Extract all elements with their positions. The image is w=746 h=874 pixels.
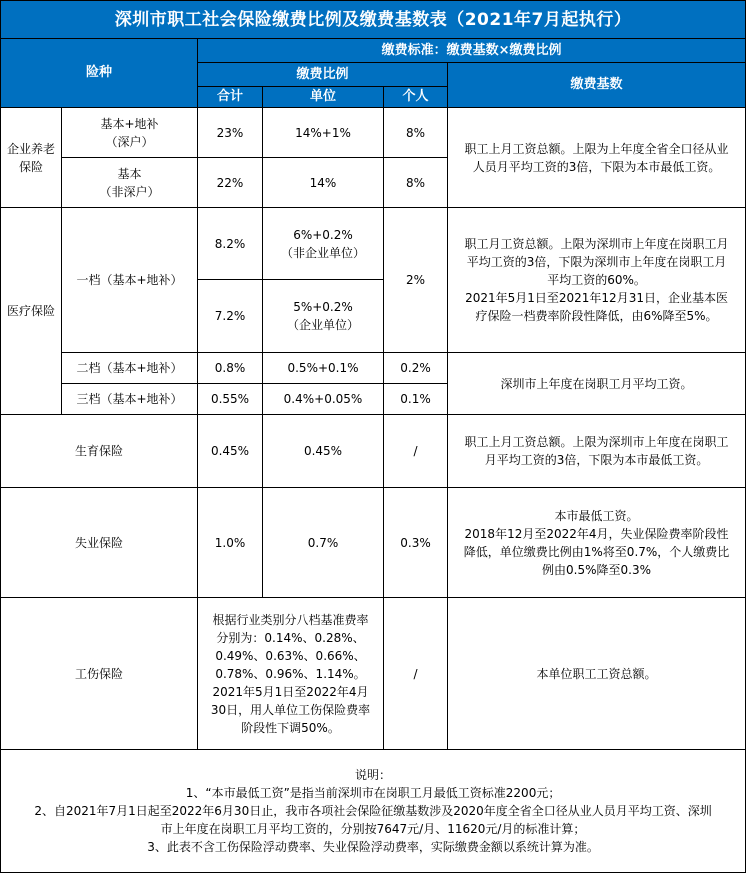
table-row [1,488,746,598]
header-total: 合计 [198,87,263,108]
pension-sub-nonlocal: 基本 （非深户） [62,158,198,208]
pension-local-total: 23% [198,108,263,158]
pension-nonlocal-employer: 14% [263,158,384,208]
table-row [1,353,746,384]
table-row [1,108,746,158]
note-line: 2、自2021年7月1日起至2022年6月30日止，我市各项社会保险征缴基数涉及2020年度全省全口径从业人员月平均工资、深圳 [34,804,712,818]
maternity-base: 职工上月工资总额。上限为深圳市上年度在岗职工 月平均工资的3倍，下限为本市最低工资。 [448,415,746,488]
medical-tier3-individual: 0.1% [384,384,448,415]
medical-tier3-label: 三档（基本+地补） [62,384,198,415]
pension-sub-local: 基本+地补 （深户） [62,108,198,158]
medical-name: 医疗保险 [1,208,62,415]
pension-base: 职工上月工资总额。上限为上年度全省全口径从业 人员月平均工资的3倍，下限为本市最低工资。 [448,108,746,208]
injury-ratio: 根据行业类别分八档基准费率 分别为：0.14%、0.28%、 0.49%、0.63%、0.66%、 0.78%、0.96%、1.14%。 2021年5月1日至2022年4月 30日，用人单位工伤保险费率 阶段性下调50%。 [198,598,384,750]
header-insurance-type: 险种 [1,39,198,108]
unemployment-employer: 0.7% [263,488,384,598]
pension-local-employer: 14%+1% [263,108,384,158]
note-line: 市上年度在岗职工月平均工资的，分别按7647元/月、11620元/月的标准计算； [160,822,586,836]
unemployment-base: 本市最低工资。 2018年12月至2022年4月，失业保险费率阶段性 降低，单位缴费比例由1%将至0.7%，个人缴费比 例由0.5%降至0.3% [448,488,746,598]
medical-tier1-label: 一档（基本+地补） [62,208,198,353]
medical-tier3-total: 0.55% [198,384,263,415]
injury-individual: / [384,598,448,750]
maternity-individual: / [384,415,448,488]
medical-tier2-total: 0.8% [198,353,263,384]
header-payment-base: 缴费基数 [448,63,746,108]
table-row [1,415,746,488]
maternity-name: 生育保险 [1,415,198,488]
table-row [1,598,746,750]
note-line: 3、此表不含工伤保险浮动费率、失业保险浮动费率，实际缴费金额以系统计算为准。 [147,840,599,854]
medical-tier2-employer: 0.5%+0.1% [263,353,384,384]
medical-tier1-individual: 2% [384,208,448,353]
header-employer: 单位 [263,87,384,108]
injury-name: 工伤保险 [1,598,198,750]
unemployment-name: 失业保险 [1,488,198,598]
medical-tier23-base: 深圳市上年度在岗职工月平均工资。 [448,353,746,415]
note-line: 1、“本市最低工资”是指当前深圳市在岗职工月最低工资标准2200元； [185,786,561,800]
medical-tier1-nonenterprise-employer: 6%+0.2% （非企业单位） [263,208,384,280]
medical-tier1-enterprise-employer: 5%+0.2% （企业单位） [263,280,384,353]
notes [1,750,746,873]
pension-local-individual: 8% [384,108,448,158]
unemployment-total: 1.0% [198,488,263,598]
medical-tier1-nonenterprise-total: 8.2% [198,208,263,280]
notes-row [1,750,746,873]
medical-tier2-individual: 0.2% [384,353,448,384]
header-payment-standard: 缴费标准：缴费基数×缴费比例 [198,39,746,63]
header-payment-ratio: 缴费比例 [198,63,448,87]
injury-base: 本单位职工工资总额。 [448,598,746,750]
maternity-total: 0.45% [198,415,263,488]
notes-heading: 说明： [355,768,392,782]
unemployment-individual: 0.3% [384,488,448,598]
medical-tier1-enterprise-total: 7.2% [198,280,263,353]
table-row [1,208,746,280]
medical-tier3-employer: 0.4%+0.05% [263,384,384,415]
pension-nonlocal-total: 22% [198,158,263,208]
header-individual: 个人 [384,87,448,108]
table-title: 深圳市职工社会保险缴费比例及缴费基数表（2021年7月起执行） [1,1,746,39]
medical-tier1-base: 职工月工资总额。上限为深圳市上年度在岗职工月 平均工资的3倍，下限为深圳市上年度在岗职工月 平均工资的60%。 2021年5月1日至2021年12月31日，企业基本医 疗保险一档费率阶段性降低，由6%降至5%。 [448,208,746,353]
medical-tier2-label: 二档（基本+地补） [62,353,198,384]
maternity-employer: 0.45% [263,415,384,488]
pension-name: 企业养老 保险 [1,108,62,208]
pension-nonlocal-individual: 8% [384,158,448,208]
